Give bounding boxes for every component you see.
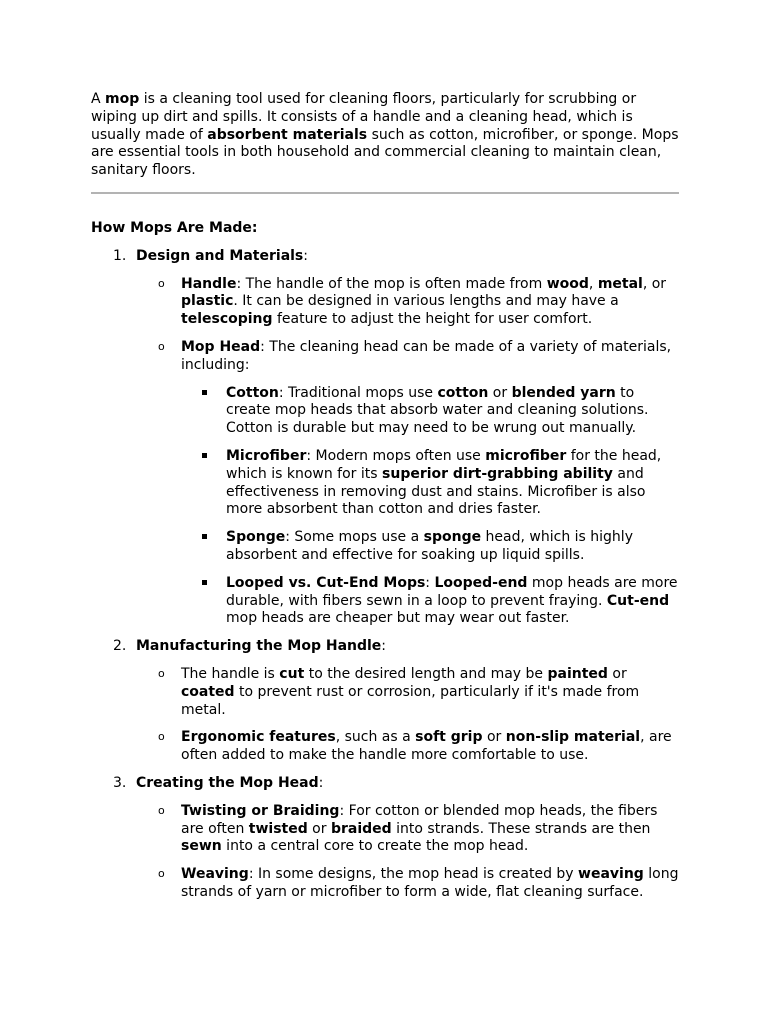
plain-text: mop heads are cheaper but may wear out faster. <box>226 610 570 627</box>
item-text <box>226 385 679 438</box>
item-text <box>181 866 679 902</box>
bold-text: microfiber <box>485 447 567 464</box>
plain-text: to create mop heads that absorb water and cleaning solutions. Cotton is durable but may need to be wrung out manually. <box>226 384 649 437</box>
bold-text: weaving <box>578 866 644 883</box>
step-title <box>136 248 679 266</box>
steps-list <box>91 248 679 902</box>
list-item-looped-vs-cut-end <box>181 575 679 628</box>
bold-text: Weaving <box>181 866 249 883</box>
plain-text: for the head, which is known for its <box>226 447 662 482</box>
step-title-text: Manufacturing the Mop Handle <box>136 638 382 655</box>
handle-sublist <box>136 666 679 765</box>
bold-text: Mop Head <box>181 338 261 355</box>
step-title-text: Design and Materials <box>136 247 304 264</box>
plain-text: , such as a <box>335 729 416 746</box>
item-text <box>181 666 679 719</box>
document-page <box>91 91 679 912</box>
bold-text: telescoping <box>181 311 273 328</box>
list-item-weaving <box>136 866 679 902</box>
plain-text: mop heads are more durable, with fibers sewn in a loop to prevent fraying. <box>226 574 678 609</box>
plain-text: : For cotton or blended mop heads, the fibers are often <box>181 802 658 837</box>
item-text <box>226 575 679 628</box>
intro-text: is a cleaning tool used for cleaning floors, particularly for scrubbing or wiping up dirt and spills. It consists of a handle and a cleaning head, which is usually made of <box>91 91 637 143</box>
step-number: 1. <box>113 247 127 264</box>
plain-text: long strands of yarn or microfiber to form a wide, flat cleaning surface. <box>181 866 679 900</box>
list-item-cut-paint <box>136 666 679 719</box>
bold-text: plastic <box>181 293 234 310</box>
bold-text: Cut-end <box>606 592 670 609</box>
step-title <box>136 638 679 656</box>
list-item-handle <box>136 276 679 329</box>
bold-text: Looped vs. Cut-End Mops <box>226 574 426 591</box>
bold-text: blended yarn <box>511 384 616 401</box>
bold-text: Cotton <box>226 384 279 401</box>
bold-text: cotton <box>437 384 489 401</box>
step-creating-mop-head <box>91 775 679 902</box>
plain-text: or <box>482 729 506 746</box>
section-heading: How Mops Are Made: <box>91 219 258 236</box>
plain-text: head, which is highly absorbent and effective for soaking up liquid spills. <box>226 529 633 563</box>
item-text <box>226 529 679 565</box>
bold-text: braided <box>330 820 392 837</box>
design-sublist <box>136 276 679 629</box>
bold-text: Twisting or Braiding <box>181 802 340 819</box>
horizontal-divider <box>91 192 679 194</box>
plain-text: The handle is <box>181 665 280 682</box>
bold-text: Microfiber <box>226 447 307 464</box>
plain-text: or <box>607 665 627 682</box>
circle-bullet-icon: o <box>158 730 165 744</box>
intro-bold: absorbent materials <box>207 126 368 143</box>
bold-text: soft grip <box>415 729 483 746</box>
intro-bold: mop <box>105 91 140 107</box>
plain-text: or <box>307 820 331 837</box>
step-title-colon: : <box>381 638 387 655</box>
square-bullet-icon <box>202 534 207 539</box>
step-title-text: Creating the Mop Head <box>136 774 319 791</box>
plain-text: : The cleaning head can be made of a variety of materials, including: <box>181 338 672 373</box>
mop-head-creation-sublist <box>136 803 679 902</box>
list-item-ergonomic <box>136 729 679 765</box>
plain-text: : In some designs, the mop head is created by <box>248 866 579 883</box>
plain-text: and effectiveness in removing dust and stains. Microfiber is also more absorbent than cotton and dries faster. <box>226 465 646 518</box>
bold-text: superior dirt-grabbing ability <box>382 465 613 482</box>
item-text <box>181 339 679 375</box>
step-title-colon: : <box>303 247 308 264</box>
square-bullet-icon <box>202 390 207 395</box>
plain-text: into a central core to create the mop head. <box>221 838 529 855</box>
step-title <box>136 775 679 793</box>
bold-text: metal <box>597 275 643 292</box>
step-title-colon: : <box>318 774 324 791</box>
plain-text: feature to adjust the height for user comfort. <box>272 311 593 328</box>
bold-text: Handle <box>181 275 237 292</box>
step-manufacturing-handle <box>91 638 679 765</box>
plain-text: . It can be designed in various lengths and may have a <box>233 293 619 310</box>
plain-text: : <box>425 574 435 591</box>
list-item-sponge <box>181 529 679 565</box>
plain-text: : Modern mops often use <box>306 447 486 464</box>
square-bullet-icon <box>202 580 207 585</box>
plain-text: : The handle of the mop is often made from <box>236 275 547 292</box>
bold-text: wood <box>546 275 589 292</box>
plain-text: , are often added to make the handle more comfortable to use. <box>181 729 672 764</box>
bold-text: coated <box>181 683 235 700</box>
mop-head-materials-list <box>181 385 679 629</box>
list-item-twisting-braiding <box>136 803 679 856</box>
intro-text: such as cotton, microfiber, or sponge. Mops are essential tools in both household and commercial cleaning to maintain clean, sanitary floors. <box>91 126 679 179</box>
intro-paragraph <box>91 91 679 180</box>
plain-text: or <box>488 384 512 401</box>
plain-text: : Traditional mops use <box>278 384 438 401</box>
item-text <box>181 729 679 765</box>
bold-text: Sponge <box>226 529 286 546</box>
bold-text: Ergonomic features <box>181 729 336 746</box>
plain-text: : Some mops use a <box>285 529 424 546</box>
circle-bullet-icon: o <box>158 276 165 290</box>
bold-text: sewn <box>181 838 222 855</box>
list-item-cotton <box>181 385 679 438</box>
bold-text: painted <box>547 665 608 682</box>
circle-bullet-icon: o <box>158 867 165 881</box>
bold-text: sponge <box>423 529 482 546</box>
plain-text: into strands. These strands are then <box>391 820 651 837</box>
list-item-microfiber <box>181 448 679 519</box>
plain-text: to prevent rust or corrosion, particularly if it's made from metal. <box>181 683 640 718</box>
plain-text: to the desired length and may be <box>304 665 548 682</box>
bold-text: Looped-end <box>434 574 528 591</box>
item-text <box>181 803 679 856</box>
list-item-mop-head <box>136 339 679 628</box>
plain-text: , or <box>642 275 667 292</box>
bold-text: non-slip material <box>505 729 641 746</box>
plain-text: , <box>588 275 598 292</box>
step-number: 2. <box>113 638 127 655</box>
item-text <box>226 448 679 519</box>
circle-bullet-icon: o <box>158 339 165 353</box>
step-design-materials <box>91 248 679 628</box>
step-number: 3. <box>113 774 127 791</box>
square-bullet-icon <box>202 453 207 458</box>
circle-bullet-icon: o <box>158 803 165 817</box>
bold-text: twisted <box>248 820 308 837</box>
intro-text: A <box>91 91 106 107</box>
bold-text: cut <box>279 665 305 682</box>
circle-bullet-icon: o <box>158 666 165 680</box>
item-text <box>181 276 679 329</box>
